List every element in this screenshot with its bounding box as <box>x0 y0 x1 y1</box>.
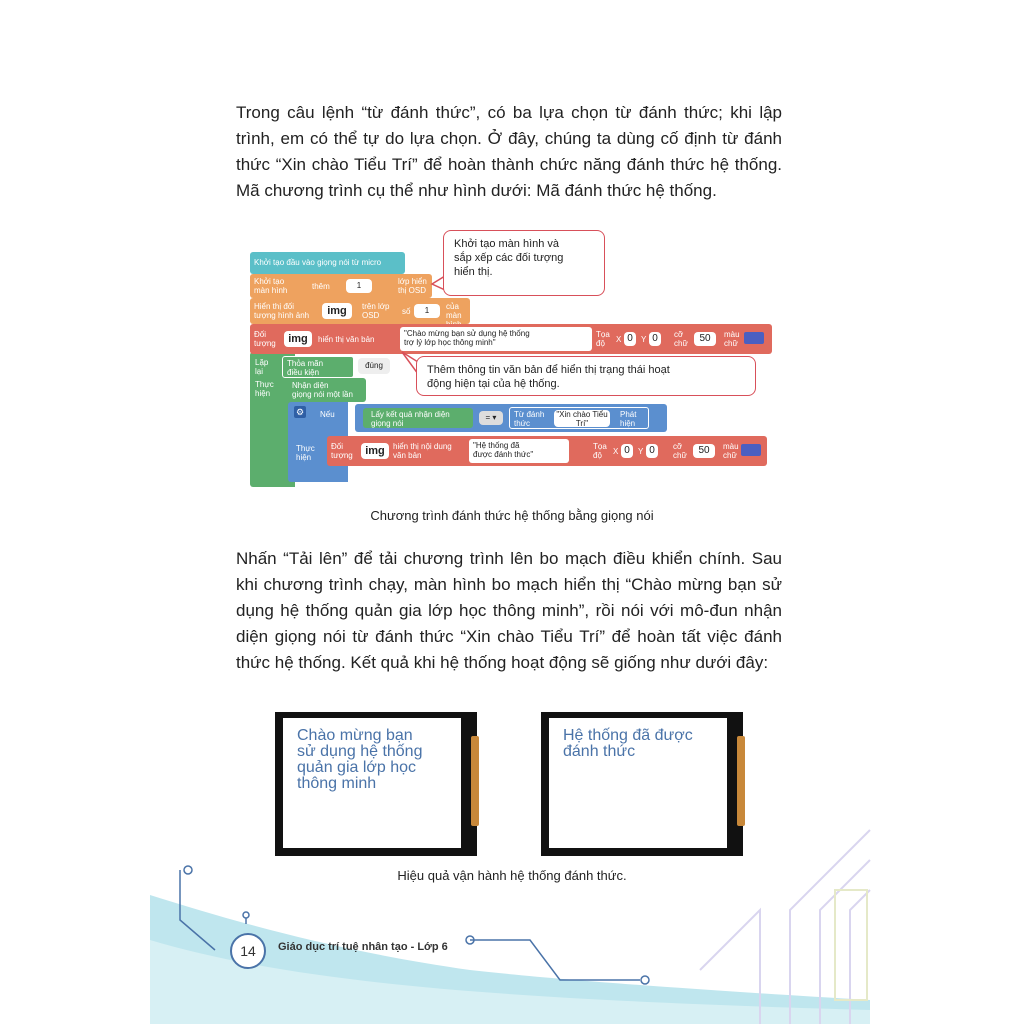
welcome-text-input[interactable]: "Chào mừng bạn sử dụng hệ thống trợ lý lớp học thông minh" <box>400 327 592 351</box>
loop-label: Lặp lại <box>255 358 269 376</box>
callout-init-screen: Khởi tạo màn hình và sắp xếp các đối tượng hiển thị. <box>443 230 605 296</box>
figure-caption-1: Chương trình đánh thức hệ thống bằng giọng nói <box>370 508 654 523</box>
init-screen-block: Khởi tạo màn hình thêm 1 lớp hiển thị OSD <box>250 274 432 298</box>
get-result-block: Lấy kết quả nhận diện giọng nói <box>363 408 473 428</box>
intro-paragraph: Trong câu lệnh “từ đánh thức”, có ba lựa chọn từ đánh thức; khi lập trình, em có thể tự do lựa chọn. Ở đây, chúng ta dùng cố định từ đánh thức “Xin chào Tiểu Trí” để hoàn thành chức năng đánh thức hệ thống. Mã chương trình cụ thể như hình dưới: Mã đánh thức hệ thống. <box>236 103 782 200</box>
wake-word-block: Từ đánh thức "Xin chào Tiểu Trí" Phát hiện <box>509 407 649 429</box>
font-size-input[interactable]: 50 <box>694 332 716 346</box>
img-variable: img <box>284 331 312 347</box>
x-input[interactable]: 0 <box>621 444 633 458</box>
font-size-input[interactable]: 50 <box>693 444 715 458</box>
book-title: Giáo dục trí tuệ nhân tạo - Lớp 6 <box>278 941 448 953</box>
show-image-block: Hiển thị đối tượng hình ảnh img trên lớp OSD số 1 của màn <box>250 298 470 324</box>
screen-woken <box>541 712 743 856</box>
figure-caption-2: Hiệu quả vận hành hệ thống đánh thức. <box>397 868 627 883</box>
add-count-dropdown[interactable]: 1 <box>346 279 372 293</box>
gear-icon[interactable]: ⚙ <box>295 407 305 417</box>
y-input[interactable]: 0 <box>649 332 661 346</box>
img-variable: img <box>361 443 389 459</box>
condition-block: Thỏa mãn điều kiện <box>282 356 354 378</box>
screen-welcome-text: Chào mừng bạn sử dụng hệ thống quản gia lớp học thông minh <box>297 727 423 792</box>
result-paragraph: Nhấn “Tải lên” để tải chương trình lên bo mạch điều khiển chính. Sau khi chương trình chạy, màn hình bo mạch hiển thị “Chào mừng bạn sử dụng hệ thống quản gia lớp học thông minh”, rồi nói với mô-đun nhận diện giọng nói từ đánh thức “Xin chào Tiểu Trí” để hoàn tất việc đánh thức hệ thống. Kết quả khi hệ thống hoạt động sẽ giống như dưới đây: <box>236 549 782 672</box>
recognize-once-block: Nhận diện giọng nói một lần <box>288 378 366 402</box>
true-value[interactable]: đúng <box>358 358 390 374</box>
wake-word-dropdown[interactable]: "Xin chào Tiểu Trí" <box>554 410 610 427</box>
img-variable: img <box>322 303 352 319</box>
show-woken-text-block: Đối tượng img hiển thị nội dung văn bản "Hệ thống đã được đánh thức" Tọa độ X 0 Y 0 cỡ chữ 50 màu chữ <box>327 436 767 466</box>
page-number: 14 <box>230 933 266 969</box>
loop-do-label: Thực hiện <box>255 380 274 398</box>
woken-text-input[interactable]: "Hệ thống đã được đánh thức" <box>469 439 569 463</box>
callout-add-text: Thêm thông tin văn bản để hiển thị trạng thái hoạt động hiện tại của hệ thống. <box>416 356 756 396</box>
x-input[interactable]: 0 <box>624 332 636 346</box>
if-block: ⚙ Nếu Thực hiện <box>288 402 348 482</box>
layer-dropdown[interactable]: 1 <box>414 304 440 318</box>
equals-dropdown[interactable]: = ▾ <box>479 411 503 425</box>
screen-welcome <box>275 712 477 856</box>
init-voice-block: Khởi tạo đầu vào giọng nói từ micro <box>250 252 405 274</box>
show-text-block: Đối tượng img hiển thị văn bản "Chào mừng bạn sử dụng hệ thống trợ lý lớp học thông minh" Tọa độ X 0 Y 0 cỡ chữ 50 màu chữ <box>250 324 772 354</box>
y-input[interactable]: 0 <box>646 444 658 458</box>
screen-woken-text: Hệ thống đã được đánh thức <box>563 727 693 760</box>
